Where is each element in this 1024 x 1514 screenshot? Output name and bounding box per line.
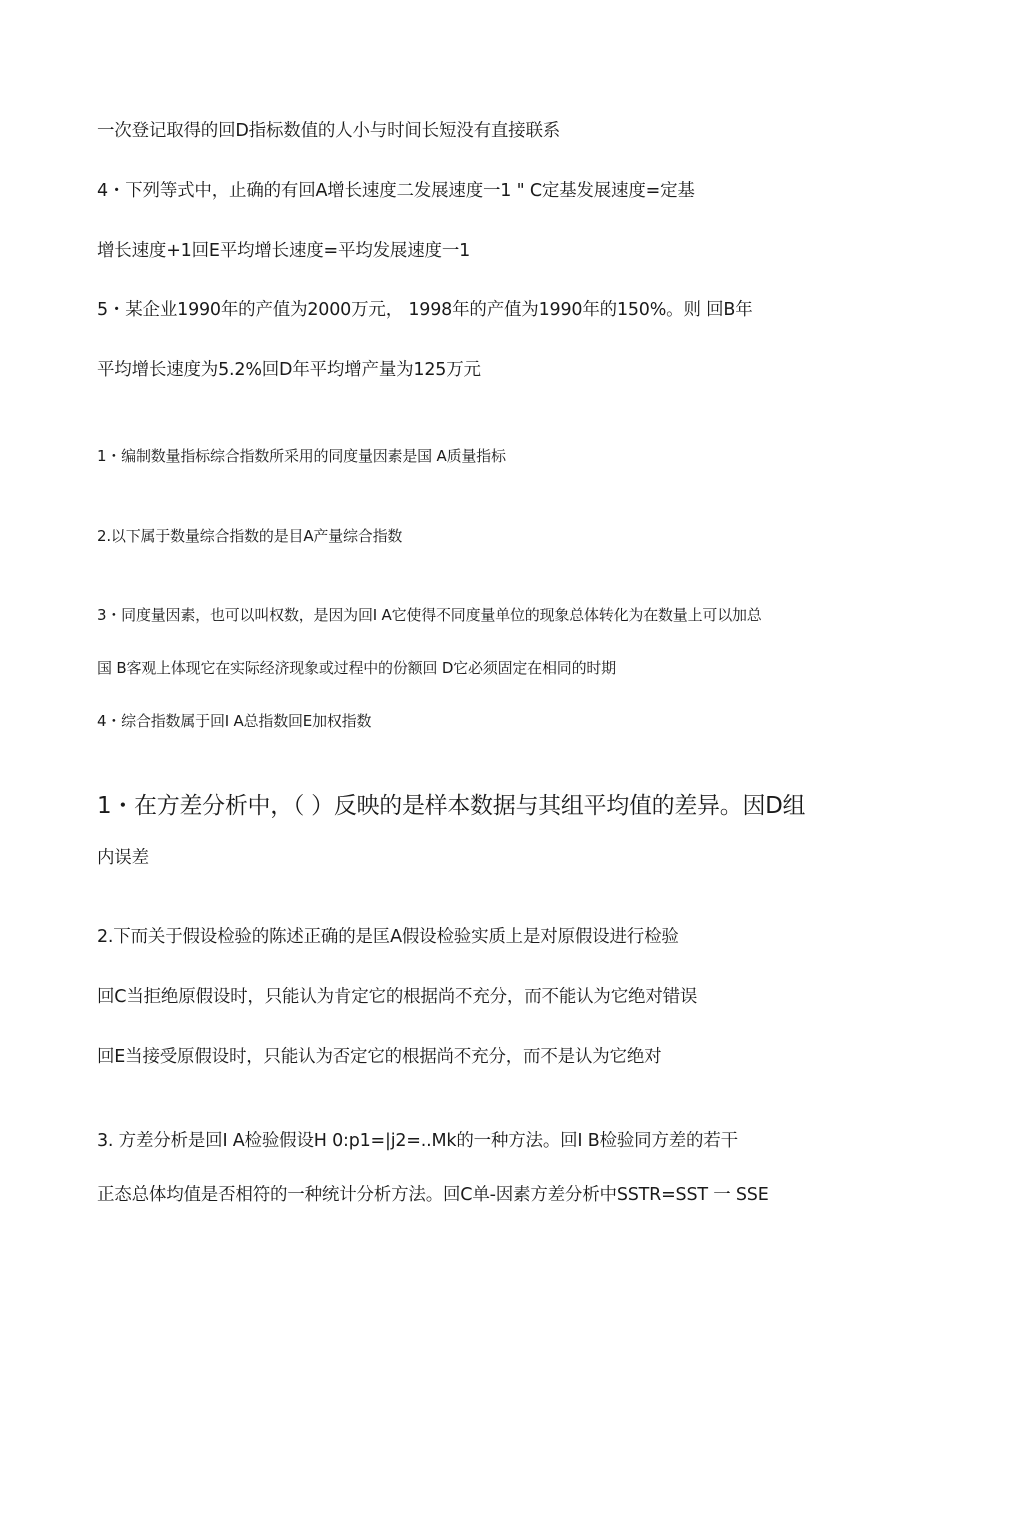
question-heading: 1・在方差分析中，（ ）反映的是样本数据与其组平均值的差异。因D组 <box>97 793 806 819</box>
text-line: 一次登记取得的回D指标数值的人小与时间长短没有直接联系 <box>97 121 561 141</box>
text-line: 3. 方差分析是回I A检验假设H 0:p1=|j2=..Mk的一种方法。回I B检验同方差的若干 <box>97 1131 738 1151</box>
text-line: 国 B客观上体现它在实际经济现象或过程中的份额回 D它必须固定在相同的时期 <box>97 659 616 677</box>
text-line: 1・编制数量指标综合指数所采用的同度量因素是国 A质量指标 <box>97 447 506 465</box>
text-line: 正态总体均值是否相符的一种统计分析方法。回C单-因素方差分析中SSTR=SST 一 SSE <box>97 1185 769 1205</box>
text-line: 4・综合指数属于回I A总指数回E加权指数 <box>97 712 372 730</box>
text-line: 回E当接受原假设时，只能认为否定它的根据尚不充分，而不是认为它绝对 <box>97 1047 662 1067</box>
text-line: 增长速度+1回E平均增长速度=平均发展速度一1 <box>97 241 471 261</box>
text-line: 2.下而关于假设检验的陈述正确的是匡A假设检验实质上是对原假设进行检验 <box>97 927 679 947</box>
text-line: 4・下列等式中，止确的有回A增长速度二发展速度一1 " C定基发展速度=定基 <box>97 181 695 201</box>
text-line: 2.以下属于数量综合指数的是目A产量综合指数 <box>97 527 403 545</box>
text-line: 3・同度量因素，也可以叫权数，是因为回I A它使得不同度量单位的现象总体转化为在数量上可以加总 <box>97 606 762 624</box>
text-line: 平均增长速度为5.2%回D年平均增产量为125万元 <box>97 360 481 380</box>
text-line: 回C当拒绝原假设时，只能认为肯定它的根据尚不充分，而不能认为它绝对错误 <box>97 987 698 1007</box>
text-line: 5・某企业1990年的产值为2000万元， 1998年的产值为1990年的150%。则 回B年 <box>97 300 753 320</box>
text-line: 内误差 <box>97 848 149 868</box>
